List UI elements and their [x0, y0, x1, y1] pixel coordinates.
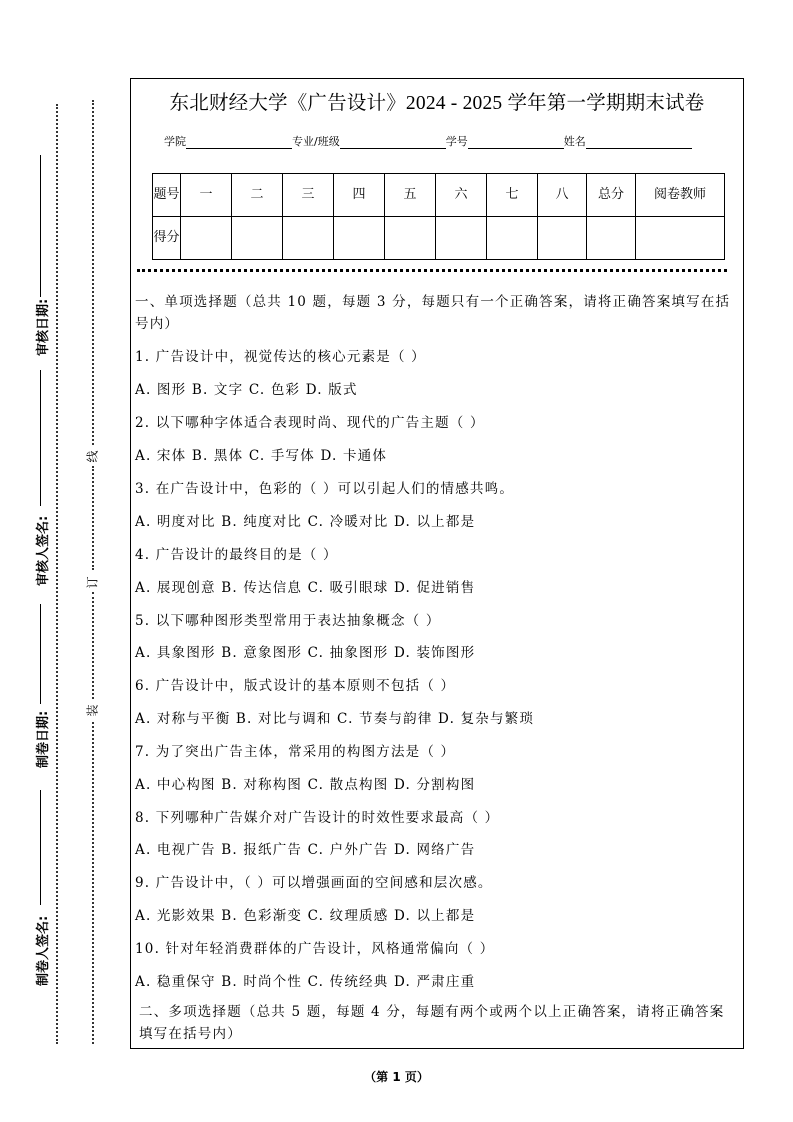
score-cell[interactable] [334, 217, 385, 260]
student-info-row [164, 133, 692, 149]
maker-date-label: 制卷日期: [36, 710, 51, 768]
reviewer-sign-label: 审核人签名: [36, 515, 51, 586]
score-cell[interactable] [181, 217, 232, 260]
page-number: （第 1 页） [364, 1070, 429, 1084]
options-5: A. 具象图形 B. 意象图形 C. 抽象图形 D. 装饰图形 [135, 645, 476, 661]
section2-heading: 二、多项选择题（总共 5 题，每题 4 分，每题有两个或两个以上正确答案，请将正确答案填写在括号内） [139, 1004, 725, 1042]
section1-heading: 一、单项选择题（总共 10 题，每题 3 分，每题只有一个正确答案，请将正确答案填写在括号内） [135, 294, 731, 332]
question-number-label: 题号 [153, 174, 181, 217]
options-7: A. 中心构图 B. 对称构图 C. 散点构图 D. 分割构图 [135, 777, 476, 793]
question-3: 3. 在广告设计中，色彩的（ ）可以引起人们的情感共鸣。 [135, 481, 515, 497]
score-cell[interactable] [385, 217, 436, 260]
col-header: 三 [283, 174, 334, 217]
score-cell[interactable] [232, 217, 283, 260]
score-cell[interactable] [436, 217, 487, 260]
cut-char-bind: 订 [85, 576, 100, 589]
col-header: 二 [232, 174, 283, 217]
question-5: 5. 以下哪种图形类型常用于表达抽象概念（ ） [135, 613, 441, 629]
score-table-score-row [153, 217, 725, 260]
grader-cell[interactable] [636, 217, 725, 260]
score-cell[interactable] [283, 217, 334, 260]
col-header: 五 [385, 174, 436, 217]
col-header: 六 [436, 174, 487, 217]
options-2: A. 宋体 B. 黑体 C. 手写体 D. 卡通体 [135, 448, 388, 464]
maker-date-line [40, 604, 41, 704]
cut-dotted-line-1 [92, 100, 94, 445]
exam-frame [130, 78, 744, 1049]
separator-dotted-line [137, 269, 727, 272]
question-8: 8. 下列哪种广告媒介对广告设计的时效性要求最高（ ） [135, 810, 500, 826]
question-4: 4. 广告设计的最终目的是（ ） [135, 547, 338, 563]
exam-title: 东北财经大学《广告设计》2024 - 2025 学年第一学期期末试卷 [169, 93, 705, 114]
reviewer-date-line [40, 155, 41, 297]
question-10: 10. 针对年轻消费群体的广告设计，风格通常偏向（ ） [135, 941, 495, 957]
outer-dotted-line [56, 104, 58, 1044]
options-3: A. 明度对比 B. 纯度对比 C. 冷暖对比 D. 以上都是 [135, 514, 476, 530]
major-field[interactable] [340, 135, 446, 149]
score-table-header-row [153, 174, 725, 217]
total-header: 总分 [587, 174, 636, 217]
student-id-field[interactable] [468, 135, 564, 149]
grader-header: 阅卷教师 [636, 174, 725, 217]
options-9: A. 光影效果 B. 色彩渐变 C. 纹理质感 D. 以上都是 [135, 908, 476, 924]
options-6: A. 对称与平衡 B. 对比与调和 C. 节奏与韵律 D. 复杂与繁琐 [135, 711, 535, 727]
name-label: 姓名 [563, 135, 586, 148]
col-header: 七 [487, 174, 538, 217]
college-field[interactable] [186, 135, 292, 149]
options-1: A. 图形 B. 文字 C. 色彩 D. 版式 [135, 382, 358, 398]
maker-sign-label: 制卷人签名: [36, 915, 51, 986]
cut-dotted-line-2 [92, 466, 94, 570]
question-9: 9. 广告设计中，（ ）可以增强画面的空间感和层次感。 [135, 875, 493, 891]
score-cell[interactable] [538, 217, 587, 260]
cut-dotted-line-3 [92, 592, 94, 699]
cut-char-mount: 装 [85, 704, 100, 717]
question-7: 7. 为了突出广告主体，常采用的构图方法是（ ） [135, 744, 456, 760]
reviewer-date-label: 审核日期: [36, 298, 51, 356]
cut-char-line: 线 [85, 450, 100, 463]
score-table [152, 173, 725, 260]
col-header: 八 [538, 174, 587, 217]
score-label: 得分 [153, 217, 181, 260]
reviewer-sign-line [40, 370, 41, 506]
question-2: 2. 以下哪种字体适合表现时尚、现代的广告主题（ ） [135, 415, 485, 431]
maker-sign-line [40, 790, 41, 905]
total-score-cell[interactable] [587, 217, 636, 260]
binding-margin [0, 0, 125, 1122]
question-6: 6. 广告设计中，版式设计的基本原则不包括（ ） [135, 678, 456, 694]
score-cell[interactable] [487, 217, 538, 260]
options-8: A. 电视广告 B. 报纸广告 C. 户外广告 D. 网络广告 [135, 842, 476, 858]
student-id-label: 学号 [445, 135, 468, 148]
options-4: A. 展现创意 B. 传达信息 C. 吸引眼球 D. 促进销售 [135, 580, 476, 596]
options-10: A. 稳重保守 B. 时尚个性 C. 传统经典 D. 严肃庄重 [135, 974, 476, 990]
col-header: 四 [334, 174, 385, 217]
college-label: 学院 [164, 135, 186, 148]
cut-dotted-line-4 [92, 722, 94, 1044]
col-header: 一 [181, 174, 232, 217]
question-1: 1. 广告设计中，视觉传达的核心元素是（ ） [135, 349, 426, 365]
major-label: 专业/班级 [292, 135, 340, 148]
name-field[interactable] [586, 135, 692, 149]
